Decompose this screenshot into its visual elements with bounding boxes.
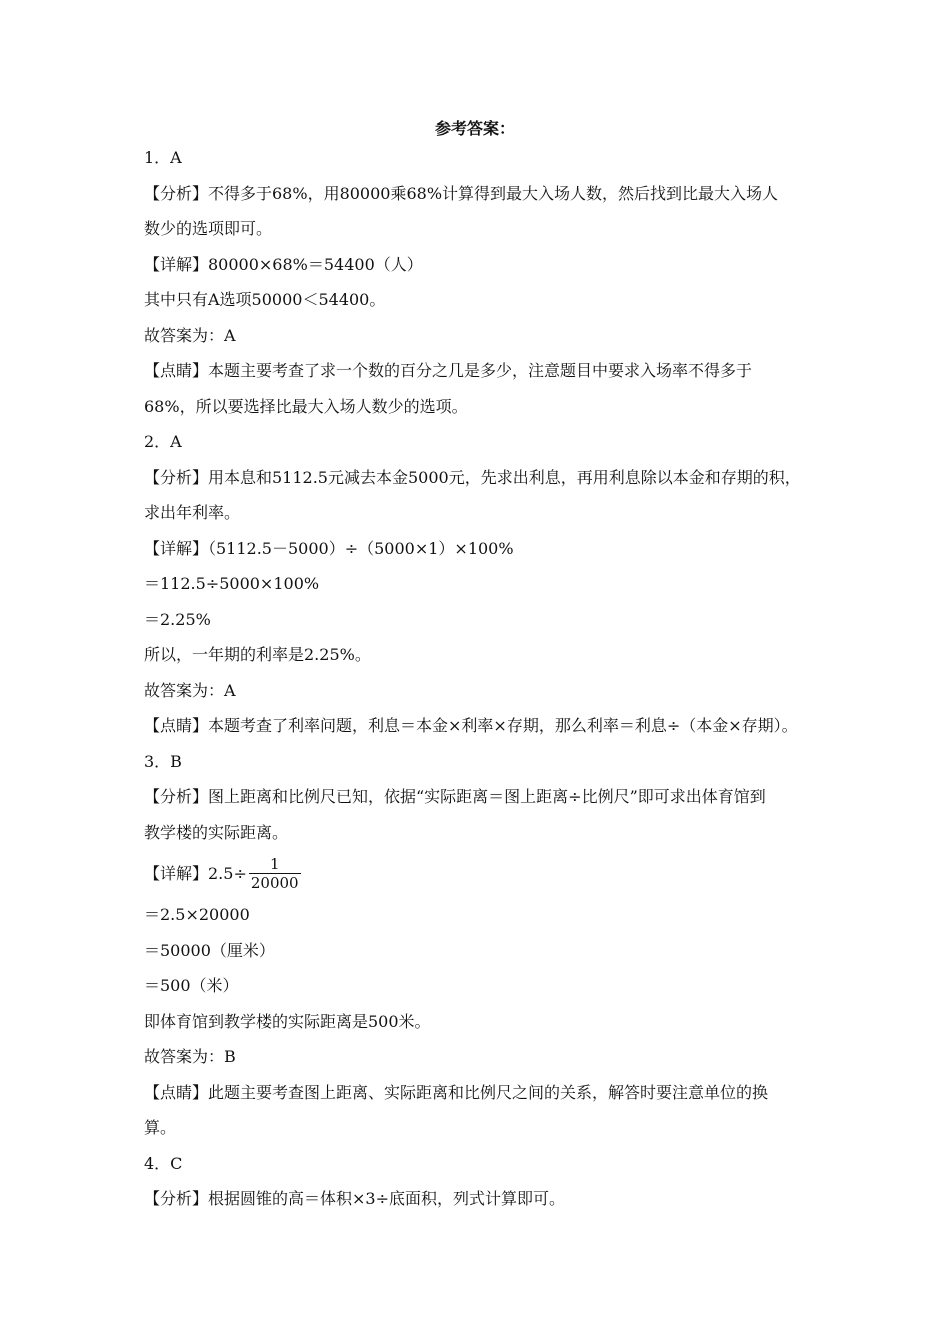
question-1-answer: 1．A <box>144 148 182 167</box>
q3-analysis: 【分析】图上距离和比例尺已知，依据“实际距离＝图上距离÷比例尺”即可求出体育馆到 <box>144 787 766 806</box>
answer-content <box>144 140 824 1217</box>
q1-comment: 【点睛】本题主要考查了求一个数的百分之几是多少，注意题目中要求入场率不得多于 <box>144 361 753 380</box>
q2-conclusion: 所以，一年期的利率是2.25%。 <box>144 645 371 664</box>
q1-solution-cont: 其中只有A选项50000＜54400。 <box>144 290 386 309</box>
q3-final-answer: 故答案为：B <box>144 1047 236 1066</box>
q2-solution: 【详解】（5112.5－5000）÷（5000×1）×100% <box>144 538 514 558</box>
q2-analysis-cont: 求出年利率。 <box>144 503 241 522</box>
q1-analysis: 【分析】不得多于68%，用80000乘68%计算得到最大入场人数，然后找到比最大入场人 <box>144 183 779 203</box>
q3-comment: 【点睛】此题主要考查图上距离、实际距离和比例尺之间的关系，解答时要注意单位的换 <box>144 1082 769 1102</box>
question-4-answer: 4．C <box>144 1153 183 1173</box>
scale-fraction <box>249 855 301 892</box>
fraction-denominator: 20000 <box>250 874 299 892</box>
q2-comment: 【点睛】本题考查了利率问题，利息＝本金×利率×存期，那么利率＝利息÷（本金×存期）。 <box>144 716 798 735</box>
question-2-answer: 2．A <box>144 432 182 451</box>
q1-solution: 【详解】80000×68%＝54400（人） <box>144 254 423 274</box>
q3-solution-prefix: 【详解】2.5÷ <box>144 863 247 883</box>
q4-analysis: 【分析】根据圆锥的高＝体积×3÷底面积，列式计算即可。 <box>144 1189 565 1208</box>
fraction-numerator: 1 <box>269 855 280 873</box>
q3-solution-step-3: ＝500（米） <box>144 976 239 995</box>
q3-solution <box>144 850 824 897</box>
q2-solution-step-1: ＝112.5÷5000×100% <box>144 574 320 593</box>
q3-analysis-cont: 教学楼的实际距离。 <box>144 822 289 842</box>
question-3-answer: 3．B <box>144 751 182 771</box>
q3-conclusion: 即体育馆到教学楼的实际距离是500米。 <box>144 1011 431 1031</box>
q2-final-answer: 故答案为：A <box>144 680 236 700</box>
q3-comment-cont: 算。 <box>144 1118 177 1137</box>
q1-final-answer: 故答案为：A <box>144 325 236 345</box>
q3-solution-step-1: ＝2.5×20000 <box>144 905 250 924</box>
q1-analysis-cont: 数少的选项即可。 <box>144 219 273 238</box>
q3-solution-step-2: ＝50000（厘米） <box>144 940 275 960</box>
q2-solution-step-2: ＝2.25% <box>144 609 211 629</box>
q1-comment-cont: 68%，所以要选择比最大入场人数少的选项。 <box>144 396 468 416</box>
page-title: 参考答案： <box>434 119 515 138</box>
q2-analysis: 【分析】用本息和5112.5元减去本金5000元，先求出利息，再用利息除以本金和存期的积， <box>144 467 801 487</box>
